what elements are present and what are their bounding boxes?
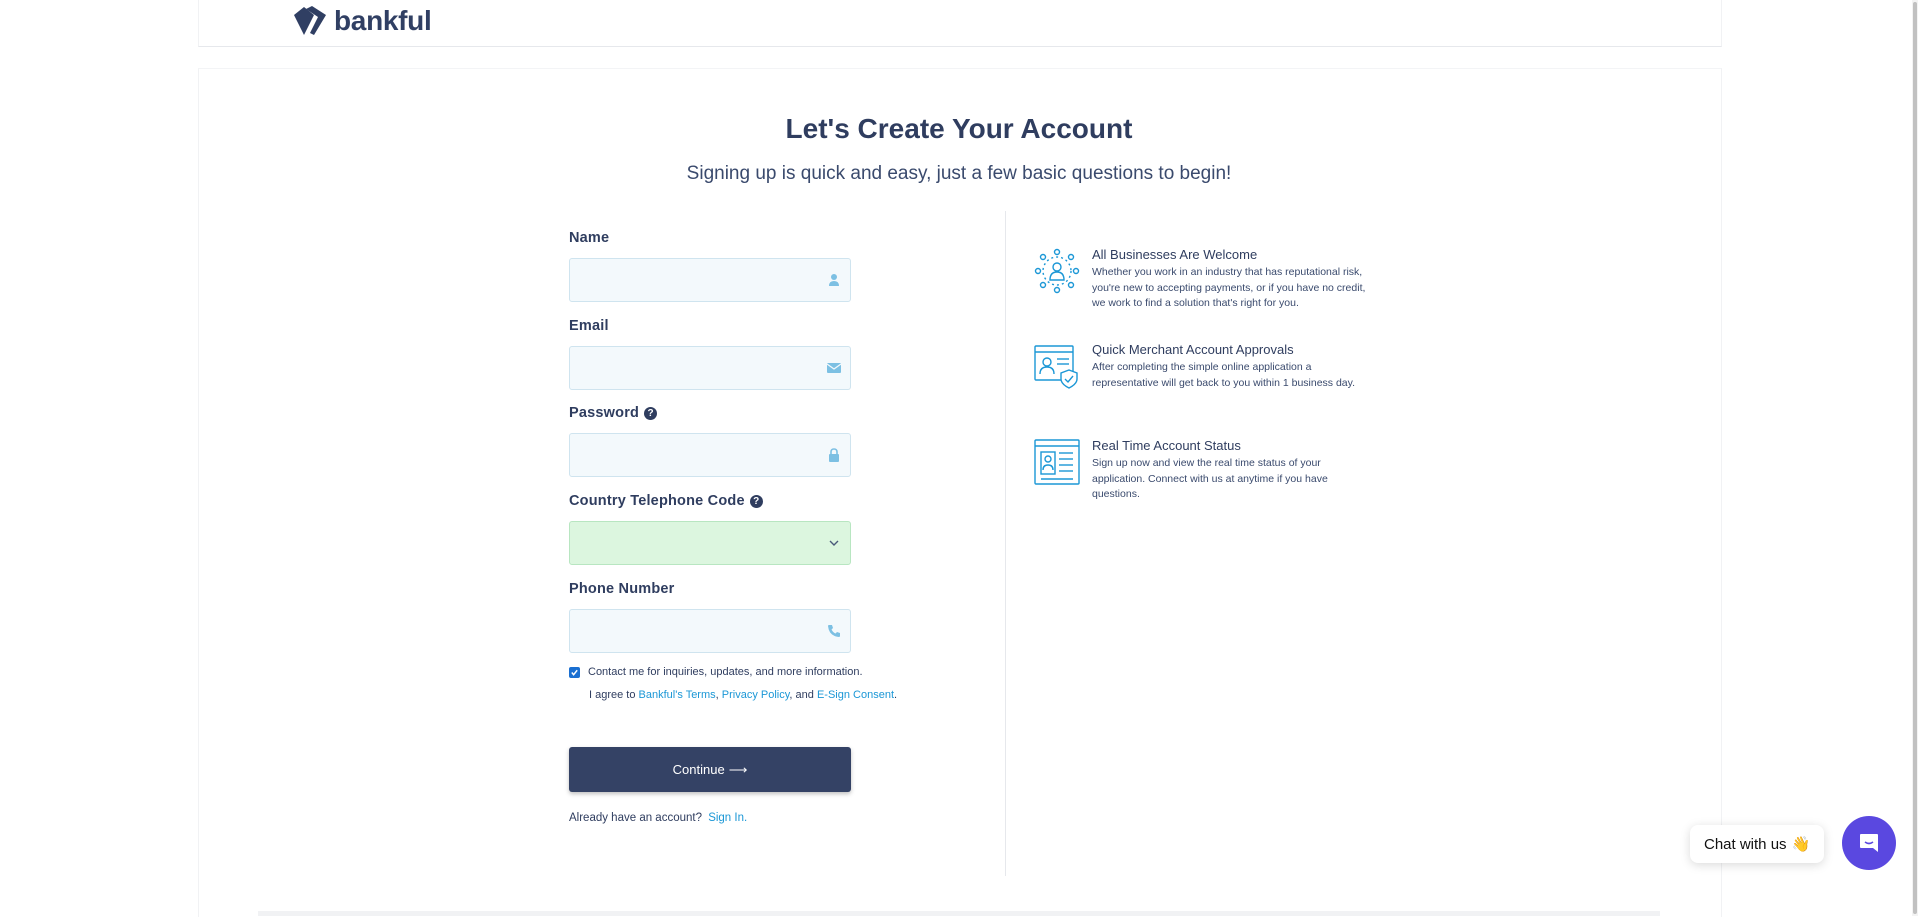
footer-strip	[258, 911, 1660, 916]
contact-checkbox[interactable]	[569, 667, 580, 678]
and-separator: , and	[789, 689, 817, 701]
user-icon	[826, 272, 842, 288]
diamond-logo-icon	[290, 5, 328, 37]
name-input[interactable]	[570, 259, 850, 301]
password-help-icon[interactable]: ?	[644, 407, 657, 420]
country-code-label	[569, 493, 763, 509]
chat-icon	[1857, 831, 1881, 855]
phone-field-wrapper	[569, 609, 851, 653]
password-label-text: Password	[569, 405, 640, 421]
phone-label-text: Phone Number	[569, 581, 675, 597]
privacy-policy-link[interactable]: Privacy Policy	[721, 689, 790, 701]
email-label-text: Email	[569, 318, 609, 334]
continue-label: Continue	[672, 762, 725, 777]
logo-text: bankful	[334, 5, 432, 36]
lock-icon	[826, 447, 842, 463]
approval-document-icon	[1033, 342, 1081, 390]
contact-checkbox-label: Contact me for inquiries, updates, and more information.	[588, 666, 863, 678]
contact-consent-row	[569, 666, 863, 678]
network-users-icon	[1033, 247, 1081, 295]
name-label-text: Name	[569, 230, 610, 246]
chat-label: Chat with us	[1704, 835, 1787, 853]
page-subtitle: Signing up is quick and easy, just a few basic questions to begin!	[686, 163, 1232, 184]
feature-description: Sign up now and view the real time status of your application. Connect with us at anytime if you have questions.	[1092, 457, 1328, 500]
email-field-wrapper	[569, 346, 851, 390]
phone-label	[569, 581, 675, 597]
feature-description: Whether you work in an industry that has reputational risk, you're new to accepting payments, or if you have no credit, we work to find a solution that's right for you.	[1092, 266, 1366, 309]
comma-separator: ,	[715, 689, 722, 701]
signup-card	[198, 68, 1722, 917]
name-field-wrapper	[569, 258, 851, 302]
arrow-right-icon: ⟶	[728, 761, 748, 777]
terms-link[interactable]: Bankful's Terms	[638, 689, 716, 701]
page-scrollbar-thumb[interactable]	[1913, 2, 1917, 914]
bankful-logo[interactable]	[290, 5, 431, 37]
feature-description: After completing the simple online application a representative will get back to you within 1 business day.	[1092, 361, 1356, 389]
feature-title: All Businesses Are Welcome	[1092, 247, 1258, 262]
chevron-down-icon	[826, 535, 842, 551]
esign-consent-link[interactable]: E-Sign Consent	[816, 689, 894, 701]
terms-agreement	[589, 689, 897, 701]
phone-icon	[826, 623, 842, 639]
waving-hand-icon: 👋	[1791, 836, 1811, 853]
chat-with-us-bubble[interactable]	[1690, 825, 1824, 863]
country-code-label-text: Country Telephone Code	[569, 493, 745, 509]
feature-title: Quick Merchant Account Approvals	[1092, 342, 1294, 357]
signin-link[interactable]: Sign In.	[708, 812, 748, 824]
column-divider	[1005, 211, 1006, 876]
checkmark-icon	[570, 668, 579, 677]
country-code-select[interactable]	[569, 521, 851, 565]
password-input[interactable]	[570, 434, 850, 476]
page-title: Let's Create Your Account	[785, 113, 1133, 144]
country-code-help-icon[interactable]: ?	[750, 495, 763, 508]
continue-button[interactable]	[569, 747, 851, 792]
password-label	[569, 405, 657, 421]
account-status-icon	[1033, 438, 1081, 486]
name-label	[569, 230, 609, 246]
chat-launcher-button[interactable]	[1842, 816, 1896, 870]
email-input[interactable]	[570, 347, 850, 389]
phone-input[interactable]	[570, 610, 850, 652]
agree-prefix: I agree to	[589, 689, 639, 701]
signin-prompt: Already have an account?	[569, 812, 702, 824]
password-field-wrapper	[569, 433, 851, 477]
envelope-icon	[826, 360, 842, 376]
feature-title: Real Time Account Status	[1092, 438, 1241, 453]
agree-period: .	[894, 689, 898, 701]
email-label	[569, 318, 609, 334]
signin-row	[569, 812, 747, 824]
